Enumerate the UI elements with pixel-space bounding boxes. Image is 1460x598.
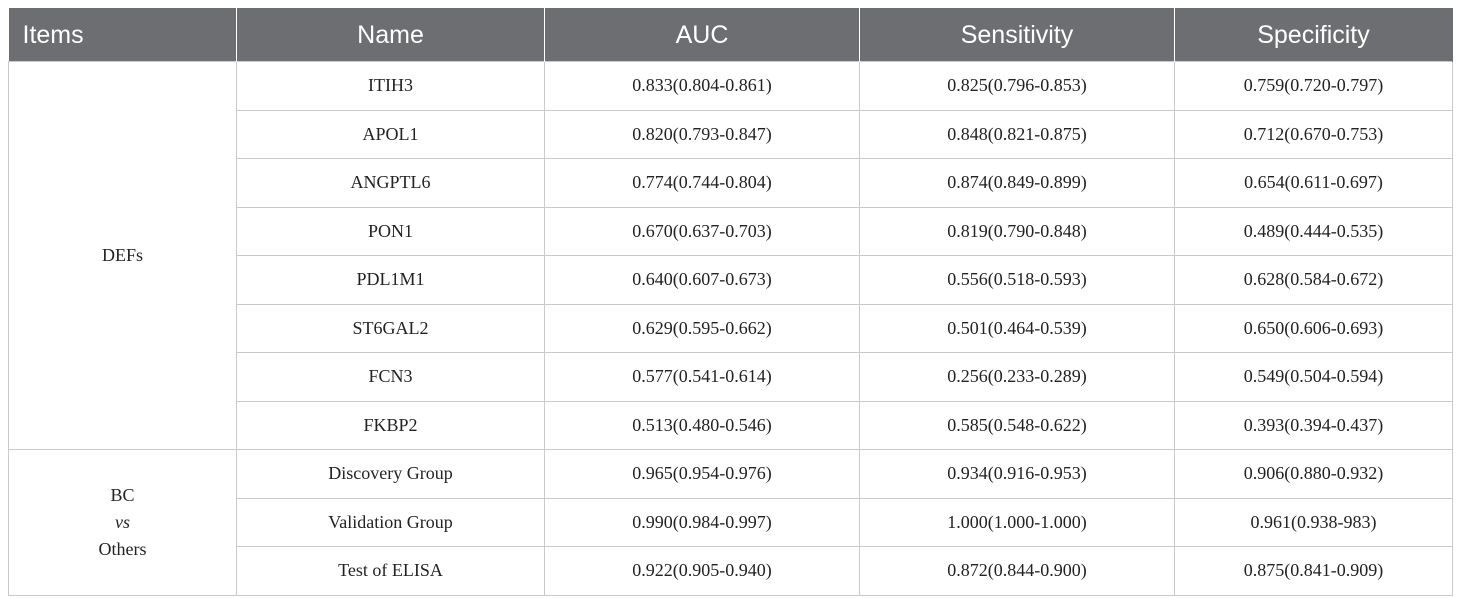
results-table	[8, 8, 1453, 596]
group-label-line: Others	[98, 538, 147, 559]
cell-name: Validation Group	[237, 498, 545, 547]
table-body	[9, 62, 1453, 596]
group-label-line: DEFs	[101, 245, 143, 265]
cell-sensitivity: 0.819(0.790-0.848)	[860, 207, 1175, 256]
group-label-line: vs	[115, 511, 130, 532]
cell-name: Test of ELISA	[237, 547, 545, 596]
cell-auc: 0.670(0.637-0.703)	[545, 207, 860, 256]
group-label-cell	[9, 62, 237, 450]
cell-name: APOL1	[237, 110, 545, 159]
cell-specificity: 0.654(0.611-0.697)	[1175, 159, 1453, 208]
cell-name: FCN3	[237, 353, 545, 402]
table-row	[9, 62, 1453, 111]
cell-auc: 0.965(0.954-0.976)	[545, 450, 860, 499]
cell-specificity: 0.906(0.880-0.932)	[1175, 450, 1453, 499]
cell-specificity: 0.489(0.444-0.535)	[1175, 207, 1453, 256]
header-items: Items	[9, 9, 237, 62]
table-header	[9, 9, 1453, 62]
cell-name: ANGPTL6	[237, 159, 545, 208]
cell-auc: 0.577(0.541-0.614)	[545, 353, 860, 402]
cell-specificity: 0.759(0.720-0.797)	[1175, 62, 1453, 111]
cell-name: FKBP2	[237, 401, 545, 450]
cell-sensitivity: 0.825(0.796-0.853)	[860, 62, 1175, 111]
cell-name: PDL1M1	[237, 256, 545, 305]
header-auc: AUC	[545, 9, 860, 62]
header-sensitivity: Sensitivity	[860, 9, 1175, 62]
cell-sensitivity: 0.256(0.233-0.289)	[860, 353, 1175, 402]
cell-specificity: 0.549(0.504-0.594)	[1175, 353, 1453, 402]
cell-auc: 0.820(0.793-0.847)	[545, 110, 860, 159]
cell-name: PON1	[237, 207, 545, 256]
header-row	[9, 9, 1453, 62]
cell-specificity: 0.961(0.938-983)	[1175, 498, 1453, 547]
table-row	[9, 450, 1453, 499]
group-label-line: BC	[110, 484, 135, 505]
header-specificity: Specificity	[1175, 9, 1453, 62]
cell-sensitivity: 0.556(0.518-0.593)	[860, 256, 1175, 305]
cell-sensitivity: 0.934(0.916-0.953)	[860, 450, 1175, 499]
header-name: Name	[237, 9, 545, 62]
cell-auc: 0.990(0.984-0.997)	[545, 498, 860, 547]
cell-name: ST6GAL2	[237, 304, 545, 353]
cell-auc: 0.922(0.905-0.940)	[545, 547, 860, 596]
cell-specificity: 0.393(0.394-0.437)	[1175, 401, 1453, 450]
cell-auc: 0.833(0.804-0.861)	[545, 62, 860, 111]
cell-auc: 0.774(0.744-0.804)	[545, 159, 860, 208]
results-table-container	[8, 8, 1452, 596]
cell-name: Discovery Group	[237, 450, 545, 499]
cell-auc: 0.640(0.607-0.673)	[545, 256, 860, 305]
cell-specificity: 0.628(0.584-0.672)	[1175, 256, 1453, 305]
cell-sensitivity: 1.000(1.000-1.000)	[860, 498, 1175, 547]
cell-sensitivity: 0.874(0.849-0.899)	[860, 159, 1175, 208]
cell-specificity: 0.712(0.670-0.753)	[1175, 110, 1453, 159]
cell-specificity: 0.650(0.606-0.693)	[1175, 304, 1453, 353]
cell-sensitivity: 0.872(0.844-0.900)	[860, 547, 1175, 596]
cell-auc: 0.513(0.480-0.546)	[545, 401, 860, 450]
cell-name: ITIH3	[237, 62, 545, 111]
cell-specificity: 0.875(0.841-0.909)	[1175, 547, 1453, 596]
cell-auc: 0.629(0.595-0.662)	[545, 304, 860, 353]
cell-sensitivity: 0.585(0.548-0.622)	[860, 401, 1175, 450]
cell-sensitivity: 0.501(0.464-0.539)	[860, 304, 1175, 353]
group-label-cell	[9, 450, 237, 596]
cell-sensitivity: 0.848(0.821-0.875)	[860, 110, 1175, 159]
